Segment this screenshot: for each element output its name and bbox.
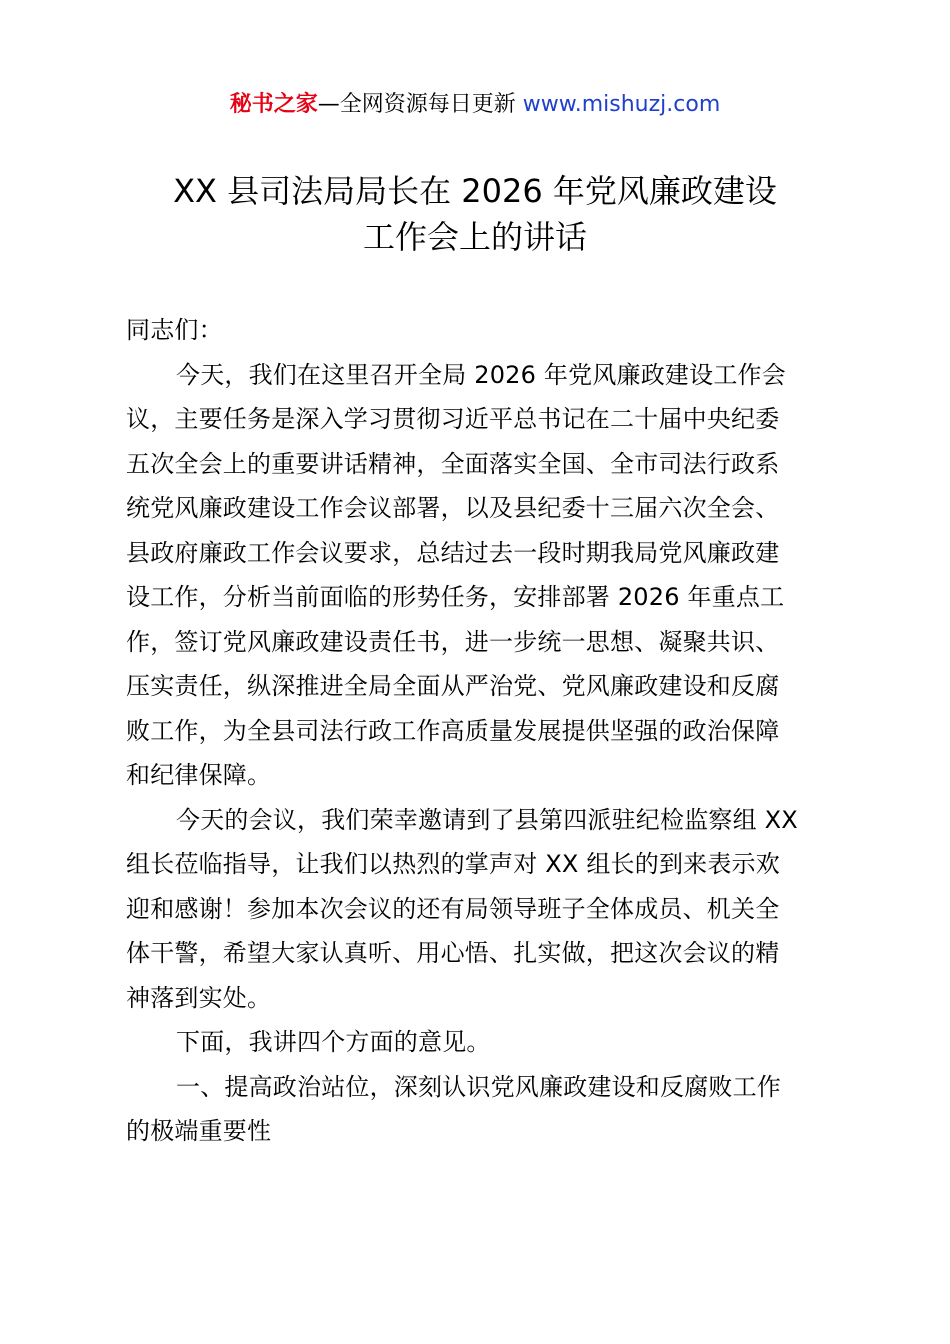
paragraph-line: 作，签订党风廉政建设责任书，进一步统一思想、凝聚共识、 bbox=[126, 627, 780, 656]
paragraph-line: 五次全会上的重要讲话精神，全面落实全国、全市司法行政系 bbox=[126, 449, 780, 478]
paragraph-line: 设工作，分析当前面临的形势任务，安排部署 2026 年重点工 bbox=[126, 583, 785, 611]
title-line-1: XX 县司法局局长在 2026 年党风廉政建设 bbox=[173, 172, 777, 210]
site-url-link[interactable]: www.mishuzj.com bbox=[522, 92, 721, 117]
paragraph-line: 败工作，为全县司法行政工作高质量发展提供坚强的政治保障 bbox=[126, 716, 780, 745]
paragraph-line: 和纪律保障。 bbox=[126, 761, 272, 789]
section-heading: 一、提高政治站位，深刻认识党风廉政建设和反腐败工作 bbox=[176, 1072, 781, 1101]
paragraph-line: 神落到实处。 bbox=[126, 983, 272, 1012]
paragraph-line: 组长莅临指导，让我们以热烈的掌声对 XX 组长的到来表示欢 bbox=[126, 850, 780, 878]
document-title bbox=[0, 168, 950, 260]
site-header bbox=[0, 90, 950, 120]
paragraph-line: 县政府廉政工作会议要求，总结过去一段时期我局党风廉政建 bbox=[126, 538, 780, 567]
document-body bbox=[126, 308, 836, 1154]
paragraph-line: 体干警，希望大家认真听、用心悟、扎实做，把这次会议的精 bbox=[126, 939, 780, 967]
paragraph-line: 今天的会议，我们荣幸邀请到了县第四派驻纪检监察组 XX bbox=[176, 805, 798, 834]
paragraph-line: 压实责任，纵深推进全局全面从严治党、党风廉政建设和反腐 bbox=[126, 672, 780, 700]
paragraph-line: 议，主要任务是深入学习贯彻习近平总书记在二十届中央纪委 bbox=[126, 405, 780, 433]
section-heading: 的极端重要性 bbox=[126, 1117, 272, 1145]
brand-name: 秘书之家 bbox=[229, 92, 318, 117]
paragraph-line: 下面，我讲四个方面的意见。 bbox=[176, 1028, 491, 1056]
title-line-2: 工作会上的讲话 bbox=[362, 218, 587, 256]
header-tagline: —全网资源每日更新 bbox=[317, 92, 523, 117]
paragraph-line: 今天，我们在这里召开全局 2026 年党风廉政建设工作会 bbox=[176, 360, 786, 389]
salutation: 同志们： bbox=[126, 316, 223, 344]
paragraph-line: 迎和感谢！参加本次会议的还有局领导班子全体成员、机关全 bbox=[126, 894, 780, 923]
paragraph-line: 统党风廉政建设工作会议部署，以及县纪委十三届六次全会、 bbox=[126, 494, 780, 522]
